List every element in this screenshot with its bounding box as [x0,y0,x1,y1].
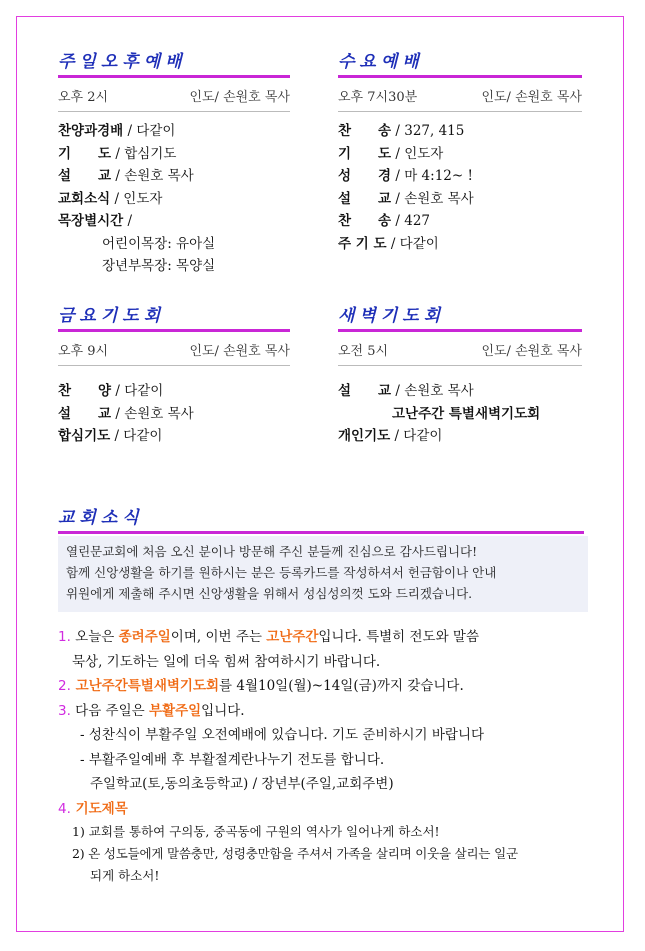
item-number: 1. [58,629,71,645]
item-number: 2. [58,678,71,694]
section-dawn-prayer [338,304,582,448]
order-label: 설 교 [58,168,112,184]
order-value: / 327, 415 [391,123,465,139]
item-text: 이며, 이번 주는 [170,629,267,645]
order-label: 기 도 [58,145,112,162]
section-rule [338,329,582,332]
news-subitem: - 성찬식이 부활주일 오전예배에 있습니다. 기도 준비하시기 바랍니다 [80,727,485,743]
highlight-holy-week: 고난주간 [266,629,319,645]
service-time: 오후 7시30분 [338,90,418,105]
service-info [338,340,582,366]
order-row [338,188,582,211]
order-value: / 다같이 [111,383,164,399]
section-sunday-service [58,50,290,278]
order-row [58,120,290,143]
news-subitem: - 부활주일예배 후 부활절계란나누기 전도를 합니다. [80,751,385,768]
order-value: / 다같이 [123,123,176,139]
item-number: 3. [58,702,71,719]
notice-line: 위원에게 제출해 주시면 신앙생활을 위해서 성심성의껏 도와 드리겠습니다. [66,586,473,601]
order-label: 주 기 도 [338,235,387,252]
order-label: 찬 송 [338,213,392,229]
order-row [338,165,582,188]
order-row [58,380,290,403]
order-row [338,210,582,233]
order-label: 교회소식 [58,190,111,207]
order-value: / 마 4:12~ ! [391,168,473,184]
item-text: 다음 주일은 [70,702,149,719]
news-item-1-continued: 묵상, 기도하는 일에 더욱 힘써 참여하시기 바랍니다. [72,653,381,670]
item-text: 입니다. 특별히 전도와 말씀 [318,629,479,645]
notice-line: 열린문교회에 처음 오신 분이나 방문해 주신 분들께 진심으로 감사드립니다! [66,544,478,559]
service-info [58,86,290,112]
order-label: 기 도 [338,145,392,162]
order-label: 합심기도 [58,428,111,444]
special-dawn-prayer: 고난주간 특별새벽기도회 [392,405,541,422]
section-rule [58,75,290,78]
section-rule [58,329,290,332]
prayer-topic: 1) 교회를 통하여 구의동, 중곡동에 구원의 역사가 일어나게 하소서! [72,824,440,839]
order-sub-row: 어린이목장: 유아실 [102,235,216,252]
service-info [338,86,582,112]
section-friday-prayer [58,304,290,448]
order-value: / 손원호 목사 [111,168,194,184]
order-label: 찬양과경배 [58,123,124,139]
order-value: / 손원호 목사 [391,383,474,399]
order-row [58,165,290,188]
service-leader: 인도/ 손원호 목사 [189,90,290,105]
item-text: 입니다. [201,702,245,719]
news-item-2 [58,674,598,699]
item-text: 오늘은 [70,629,119,645]
order-label: 설 교 [338,383,392,399]
order-row [338,233,582,256]
service-leader: 인도/ 손원호 목사 [189,344,290,359]
order-label: 설 교 [338,190,392,207]
order-value: / 427 [391,213,430,229]
order-value: / 다같이 [390,428,443,444]
order-value: / 손원호 목사 [391,190,474,207]
news-subitem: 주일학교(토,동의초등학교) / 장년부(주일,교회주변) [90,776,394,792]
prayer-topic-continued: 되게 하소서! [90,868,160,883]
highlight-dawn-prayer: 고난주간특별새벽기도회 [70,678,220,694]
order-value: / 손원호 목사 [111,405,194,422]
order-row [58,403,290,426]
order-row [58,143,290,166]
order-label: 목장별시간 [58,213,124,229]
section-title: 새벽기도회 [338,306,446,326]
notice-line: 함께 신앙생활을 하기를 원하시는 분은 등록카드를 작성하셔서 헌금함이나 안내 [66,565,497,580]
item-number: 4. [58,800,71,817]
prayer-topics-title: 기도제목 [70,800,128,817]
news-item-1 [58,625,598,650]
highlight-palm-sunday: 종려주일 [118,629,171,645]
order-value: / 합심기도 [111,145,177,162]
news-item-3 [58,699,598,724]
order-label: 설 교 [58,405,112,422]
order-value: / 다같이 [110,428,163,444]
order-row [58,210,290,233]
service-leader: 인도/ 손원호 목사 [481,90,582,105]
order-row [338,120,582,143]
section-wednesday-service [338,50,582,255]
service-info [58,340,290,366]
section-rule [58,531,584,534]
service-time: 오후 2시 [58,90,109,105]
section-title: 주일오후예배 [58,52,187,72]
item-text: 를 4월10일(월)~14일(금)까지 갖습니다. [219,678,464,694]
order-label: 성 경 [338,168,392,184]
order-label: 찬 송 [338,123,392,139]
order-value: / 다같이 [386,235,439,252]
section-church-news [58,506,584,534]
service-time: 오후 9시 [58,344,109,359]
order-sub-row: 장년부목장: 목양실 [102,258,216,274]
highlight-easter: 부활주일 [148,702,202,719]
section-rule [338,75,582,78]
news-list [58,625,598,887]
order-row [338,380,582,403]
order-list [58,120,290,278]
service-leader: 인도/ 손원호 목사 [481,344,582,359]
order-row [338,425,582,448]
section-title: 수요예배 [338,52,424,72]
prayer-topic: 2) 온 성도들에게 말씀충만, 성령충만함을 주셔서 가족을 살리며 이웃을 살리는 일군 [72,846,518,861]
order-row [338,143,582,166]
welcome-notice [58,536,588,612]
section-title: 교회소식 [58,508,144,528]
service-time: 오전 5시 [338,344,389,359]
order-list [58,380,290,448]
order-label: 찬 양 [58,383,112,399]
order-label: 개인기도 [338,428,391,444]
order-row [58,425,290,448]
order-list [338,120,582,255]
section-title: 금요기도회 [58,306,166,326]
order-row [58,188,290,211]
news-item-4 [58,797,598,822]
order-value: / 인도자 [110,190,163,207]
order-value: / 인도자 [391,145,444,162]
order-list [338,380,582,448]
order-value: / [123,213,133,229]
